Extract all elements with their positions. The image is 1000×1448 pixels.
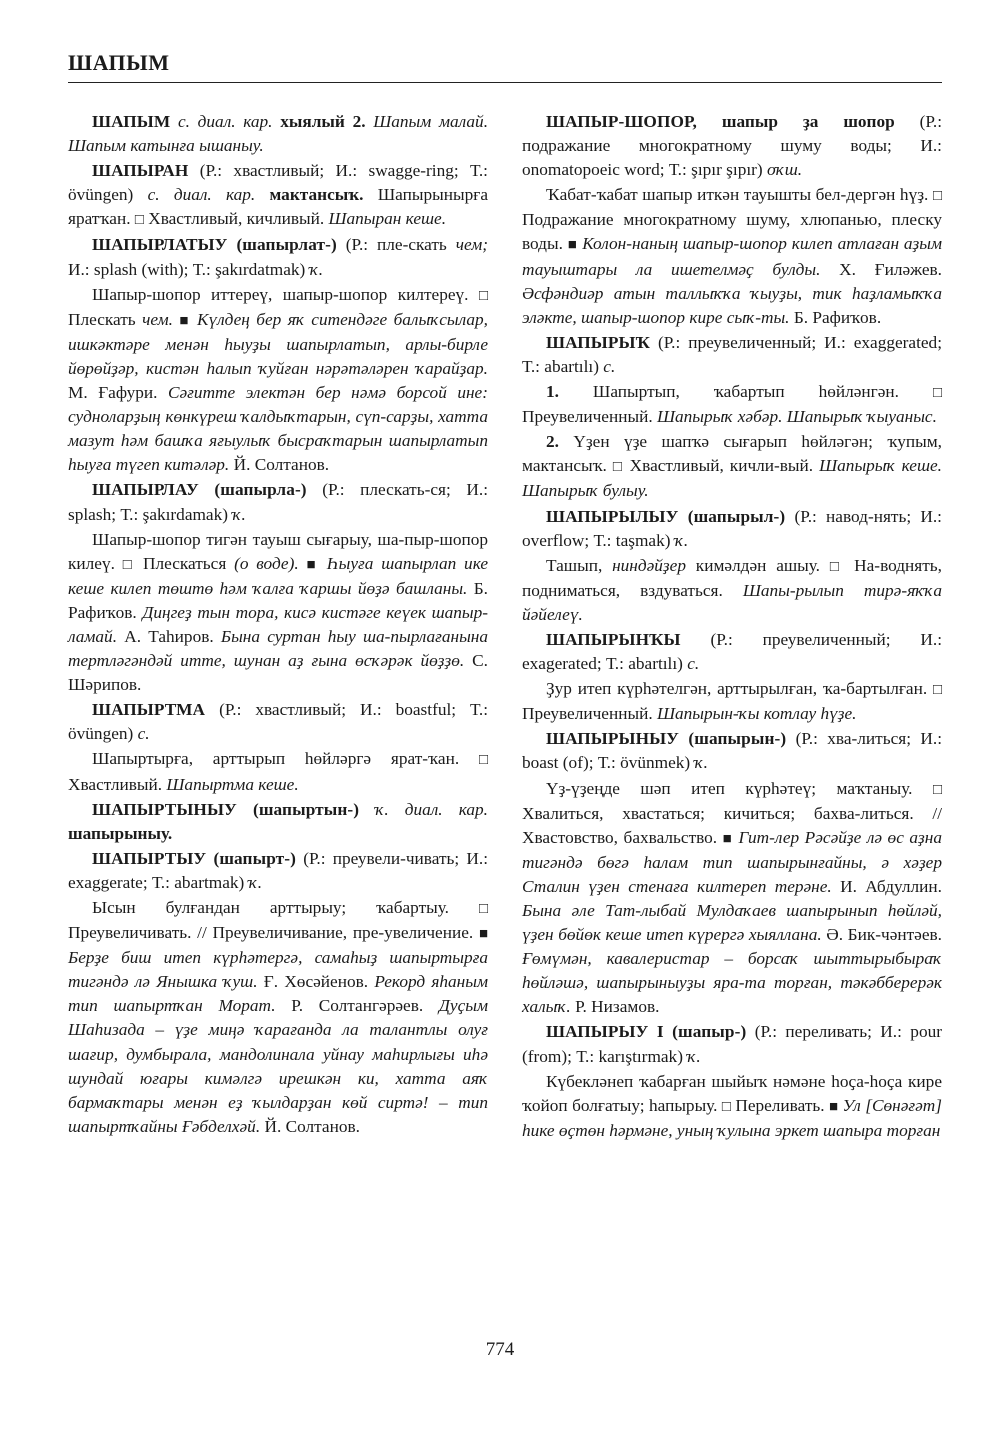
headword: ШАПЫРЛАТЫУ (шапырлат-) <box>92 235 337 255</box>
italic-text: ҡ. <box>232 504 246 524</box>
text-run: Шапыр-шопор тигән тауыш сығарыу, ша-пыр-шопор килеү. <box>68 529 488 573</box>
text-run: Үҙ-үҙеңде шәп итеп күрһәтеү; маҡтаныу. <box>546 778 933 798</box>
headword: ШАПЫРЛАУ (шапырла-) <box>92 480 307 500</box>
text-run: Шапыртырға, арттырып һөйләргә ярат-ҡан. <box>92 749 479 769</box>
text-run: Р. Низамов. <box>570 997 660 1017</box>
italic-text: Ул [Сөнәғәт] һике өҫтөн һәрмәнe, уның ҡулына эркет шапыра торған <box>522 1095 942 1140</box>
dictionary-paragraph <box>522 677 942 726</box>
text-run: (Р.: переливать; И.: pour (from); Т.: karıştırmak) <box>522 1022 942 1066</box>
white-square-icon: □ <box>932 781 942 798</box>
text-run: (Р.: хва-литься; И.: boast (of); Т.: övünmek) <box>522 729 942 773</box>
text-run <box>697 112 722 131</box>
text-run: И. Абдуллин. <box>831 876 942 896</box>
italic-text: (о воде). <box>234 553 299 573</box>
white-square-icon: □ <box>932 385 942 402</box>
text-run: Плескать <box>68 309 143 329</box>
white-square-icon: □ <box>478 287 488 304</box>
text-run: Ташып, <box>546 555 613 575</box>
text-run: (Р.: хвастливый; И.: boastful; Т.: övüngen) <box>68 700 488 744</box>
text-run: (Р.: преувеличенный; И.: exaggerated; Т.: abartılı) <box>522 332 942 376</box>
text-run: Үҙен үҙе шапҡә сығарып һөйләгән; ҡупым, мактансыҡ. <box>522 432 942 476</box>
text-run: (Р.: преувели-чивать; И.: exaggerate; Т.: abartmak) <box>68 848 488 892</box>
text-run: На-воднять, подниматься, вздуваться. <box>522 555 942 600</box>
text-run: (Р.: преувеличенный; И.: exagerated; Т.: abartılı) <box>522 629 942 674</box>
text-run: Б. Рафиҡов. <box>789 307 882 327</box>
italic-text: ҡ. диал. кар. <box>375 799 488 819</box>
left-column <box>68 110 488 1139</box>
italic-text: чем. <box>142 309 173 329</box>
black-square-icon: ■ <box>828 1098 839 1115</box>
italic-text: Шапы-рылып тирә-яҡҡа йәйелеү. <box>522 580 942 624</box>
dictionary-paragraph <box>68 747 488 796</box>
text-run: Х. Ғиләжев. <box>820 259 942 279</box>
dictionary-paragraph <box>68 110 488 158</box>
dictionary-paragraph <box>522 727 942 775</box>
white-square-icon: □ <box>478 752 488 769</box>
text-run: Й. Солтанов. <box>229 455 330 475</box>
text-run <box>359 800 375 819</box>
headword: ШАПЫРЫНҠЫ <box>546 629 681 649</box>
italic-text: Бына суртан һыу ша-пырлағанына тертләгәндәй итте, шунан аҙ ғына өсҡәрәк йөҙҙө. <box>68 626 488 671</box>
italic-text: Шапырыҡ кеше. Шапырыҡ булыу. <box>522 456 942 501</box>
bold-text: 1. <box>546 382 559 402</box>
text-run: (Р.: хвастливый; И.: swagge-ring; Т.: övüngen) <box>68 161 488 205</box>
italic-text: Шапырыҡ хәбәр. Шапырыҡ ҡыуаныс. <box>656 407 937 427</box>
italic-text: ҡ. <box>674 530 689 550</box>
dictionary-paragraph <box>522 430 942 503</box>
white-square-icon: □ <box>612 459 624 476</box>
text-run: (Р.: плескать-ся; И.: splash; Т.: şakırdamak) <box>68 480 488 524</box>
dictionary-paragraph <box>68 233 488 281</box>
bold-text: шапырыныу. <box>68 823 173 843</box>
text-run <box>255 185 269 204</box>
text-run: Преувеличивать. // Преувеличивание, пре-увеличение. <box>68 923 479 943</box>
dictionary-paragraph <box>522 183 942 330</box>
italic-text: с. диал. кар. <box>147 185 256 205</box>
text-run: Хвалиться, хвастаться; кичиться; бахва-литься. // Хвастовство, бахвальство. <box>522 803 942 847</box>
text-run: Шапырынырға яратҡан. <box>68 185 488 229</box>
text-run: (Р.: навод-нять; И.: overflow; Т.: taşmak) <box>522 506 942 550</box>
text-run: (Р.: подражание многократному шуму воды; И.: onomatopoeic word; Т.: şıpır şıpır) <box>522 112 942 180</box>
text-run: Преувеличенный. <box>522 704 657 724</box>
headword: ШАПЫРТЫНЫУ (шапыртын-) <box>92 799 360 819</box>
dictionary-paragraph <box>522 628 942 676</box>
white-square-icon: □ <box>721 1098 731 1115</box>
italic-text: Дуҫым Шаһизада – үҙе миңә ҡарағанда ла талантлы олуғ шағир, думбырала, мандолинала уйнау маһирлығы иһә шундай юғары кимәлгә ирешкән ки, хатта аяҡ бармаҡтары менән еҙ ҡылдарҙан көй сиртә! – тип шапыртҡайны Ғәбделхәй. <box>68 996 488 1136</box>
headword: ШАПЫРЫЛЫУ (шапырыл-) <box>546 506 786 526</box>
text-run <box>319 554 327 573</box>
text-run: Преувеличенный. <box>522 407 657 427</box>
italic-text: ҡ. <box>309 259 324 279</box>
text-run: (Р.: пле-скать <box>336 235 456 255</box>
text-run: Күбекләнеп ҡабарған шыйыҡ нәмәне һоҫа-һоҫа кире ҡойоп болғатыу; һапырыу. <box>522 1071 942 1115</box>
italic-text: с. диал. кар. <box>177 112 273 131</box>
italic-text: ҡ. <box>248 872 263 892</box>
white-square-icon: □ <box>122 556 136 573</box>
headword: ШАПЫРТМА <box>92 700 206 720</box>
dictionary-paragraph <box>68 896 488 1139</box>
dictionary-paragraph <box>522 777 942 1020</box>
bold-text: 2. <box>546 432 559 452</box>
italic-text: ҡ. <box>687 1046 701 1066</box>
white-square-icon: □ <box>829 558 845 575</box>
italic-text: Берҙе биш итеп күрһәтергә, самаһыҙ шапыртырға тигәндә лә Янышка ҡуш. <box>68 948 488 992</box>
bold-text: шапыр ҙа шопор <box>721 112 895 131</box>
text-run: Й. Солтанов. <box>260 1116 360 1136</box>
text-run: Б. Рафиҡов. <box>68 578 488 622</box>
italic-text: с. <box>687 654 700 674</box>
italic-text: оҡш. <box>766 160 803 180</box>
text-run: Шапыр-шопор иттереү, шапыр-шопор килтереү. <box>92 284 479 304</box>
text-run: М. Ғафури. <box>68 383 168 403</box>
text-run: А. Таһиров. <box>117 626 221 646</box>
headword: ШАПЫРЫУ I (шапыр-) <box>546 1022 747 1042</box>
italic-text: Гит-лер Рәсәйҙе лә өс аҙна тигәндә бөгә һалам тип шапырынғайны, ә хәҙер Сталин үҙен стенаға килтереп терәне. <box>522 827 943 896</box>
headword: ШАПЫМ <box>92 112 171 131</box>
dictionary-paragraph <box>522 505 942 553</box>
dictionary-paragraph <box>68 159 488 232</box>
text-run: Ысын булғандан арттырыу; ҡабартыу. <box>92 898 479 917</box>
italic-text: Бына әле Тат-лыбай Мулдаҡаев шапырынып һөйләй, үҙен бөйөк кеше итеп күрергә хыялланa. <box>522 901 942 945</box>
text-run: Подражание многократному шуму, хлюпанью, плеску воды. <box>522 210 942 254</box>
italic-text: Шапыртма кеше. <box>166 774 299 794</box>
text-run: Плескаться <box>135 553 235 573</box>
dictionary-paragraph <box>68 528 488 698</box>
italic-text: Әсфәндиәр атын таллыҡҡа ҡыуҙы, тик һаҙламыҡҡа эләкте, шапыр-шопор кире сыҡ-ты. <box>522 283 942 327</box>
italic-text: с. <box>137 724 150 744</box>
text-run: Хвастливый, кичли-вый. <box>623 456 820 476</box>
italic-text: Шапырын-ҡы котлау һүҙе. <box>656 704 857 724</box>
right-column <box>522 110 942 1143</box>
bold-text: мактансыҡ. <box>269 185 364 205</box>
text-run: кимәлдән ашыу. <box>686 555 830 575</box>
italic-text: Диңгеҙ тын тора, кисә кистәге кеүек шапыр-ламай. <box>68 602 488 646</box>
text-run: Ғ. Хөсәйенов. <box>257 972 375 992</box>
italic-text: чем; <box>455 235 488 255</box>
dictionary-paragraph <box>68 698 488 746</box>
black-square-icon: ■ <box>478 926 488 943</box>
dictionary-paragraph <box>522 554 942 627</box>
dictionary-paragraph <box>522 110 942 182</box>
black-square-icon: ■ <box>179 312 191 329</box>
italic-text: Колон-наның шапыр-шопор килеп атлаған аҙым тауыштары ла ишетелмәҫ булды. <box>522 234 943 279</box>
dictionary-paragraph <box>68 847 488 895</box>
white-square-icon: □ <box>932 188 942 205</box>
dictionary-paragraph <box>522 380 942 429</box>
dictionary-paragraph <box>522 331 942 379</box>
italic-text: Рекорд яһаным тип шапыртҡан Морат. <box>68 972 488 1016</box>
white-square-icon: □ <box>478 901 488 917</box>
black-square-icon: ■ <box>722 830 733 847</box>
text-run: Р. Солтангәрәев. <box>275 996 439 1016</box>
headword: ШАПЫРЫҠ <box>546 332 650 352</box>
italic-text: с. <box>603 356 616 376</box>
italic-text: ҡ. <box>694 753 708 773</box>
text-run <box>170 112 178 131</box>
italic-text: Ғөмүмән, кавалеристар – борсаҡ шыттырыбыраҡ һөйләшә, шапырыныуҙы яра-та торған, тәкәбберерәк халыҡ. <box>522 949 942 1017</box>
page-number: 774 <box>485 1339 515 1360</box>
italic-text: Һыуға шапырлап ике кеше килеп төштө һәм ҡалға ҡаршы йөҙә башланы. <box>68 553 489 598</box>
headword: ШАПЫР-ШОПОР, <box>546 112 697 131</box>
italic-text: Шапым малай. Шапым катынға ышаныу. <box>68 112 489 156</box>
bold-text: хыялый 2. <box>280 112 366 131</box>
text-run: Ҙур итеп күрһәтелгән, арттырылған, ҡа-бартылған. <box>546 679 933 699</box>
header-rule <box>68 82 942 83</box>
dictionary-paragraph <box>68 798 488 846</box>
black-square-icon: ■ <box>306 556 319 573</box>
text-run: Ә. Бик-чәнтәев. <box>821 925 942 945</box>
text-run: Переливать. <box>730 1095 829 1115</box>
headword: ШАПЫРАН <box>92 161 189 181</box>
italic-text: Шапыран кеше. <box>328 209 447 229</box>
headword: ШАПЫРЫНЫУ (шапырын-) <box>546 729 787 749</box>
dictionary-paragraph <box>522 1020 942 1068</box>
italic-text: ниндәйҙер <box>612 555 686 575</box>
italic-text: Сәғитте электән бер нәмә борсой ине: судноларҙың көнкүреш ҡалдыҡтарын, сүп-сарҙы, хатта мазут һәм башҡа яғыулыҡ бысраҡтарын шапырлатып һыуға түгеп китәләр. <box>68 383 488 475</box>
text-run: Шапыртып, ҡабартып һөйләнгән. <box>558 382 933 402</box>
dictionary-paragraph <box>68 478 488 526</box>
headword: ШАПЫРТЫУ (шапырт-) <box>92 848 296 868</box>
white-square-icon: □ <box>932 682 942 699</box>
dictionary-paragraph <box>522 1070 942 1143</box>
text-run: С. Шәрипов. <box>68 651 488 695</box>
dictionary-paragraph <box>68 283 488 478</box>
text-run: Хвастливый, кичливый. <box>143 209 329 229</box>
white-square-icon: □ <box>134 212 144 229</box>
running-head: ШАПЫМ <box>68 50 170 75</box>
text-run: Ҡабат-ҡабат шапыр иткән тауышты бел-дергән һүҙ. <box>546 185 933 205</box>
black-square-icon: ■ <box>567 237 578 254</box>
italic-text: Күлдең бер яҡ ситендәге балыҡсылар, ишкәктәре менән һыуҙы шапырлатып, арлы-бирле йөрөйҙәр, кистән һалып ҡуйған нәрәтәләрен ҡарайҙар. <box>68 309 488 378</box>
text-run: И.: splash (with); Т.: şakırdatmak) <box>68 259 310 279</box>
text-run: Хвастливый. <box>68 774 167 794</box>
